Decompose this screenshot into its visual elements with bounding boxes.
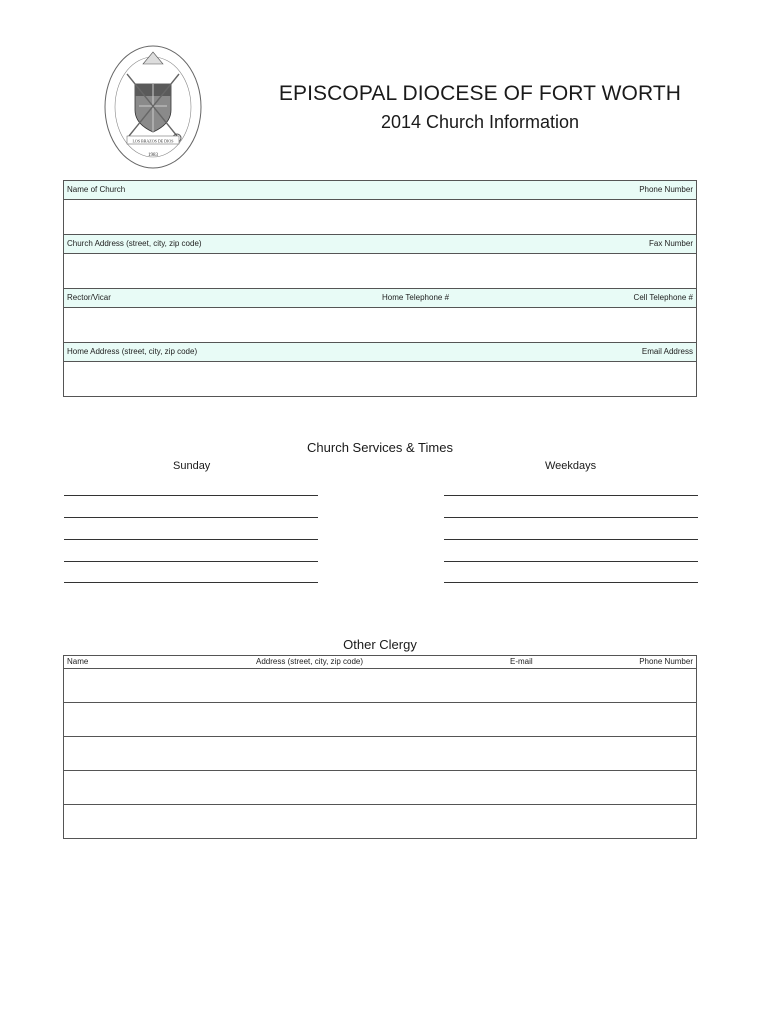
sunday-line[interactable] xyxy=(64,539,318,540)
weekday-line[interactable] xyxy=(444,561,698,562)
clergy-row[interactable] xyxy=(64,669,696,703)
clergy-header-row xyxy=(64,656,696,669)
clergy-phone-column: Phone Number xyxy=(639,657,693,666)
name-of-church-label: Name of Church xyxy=(67,185,126,194)
weekdays-heading: Weekdays xyxy=(545,460,597,472)
sunday-heading: Sunday xyxy=(173,460,211,472)
clergy-row[interactable] xyxy=(64,771,696,805)
clergy-email-column: E-mail xyxy=(510,657,533,666)
clergy-row[interactable] xyxy=(64,737,696,771)
other-clergy-title: Other Clergy xyxy=(343,637,417,652)
sunday-line[interactable] xyxy=(64,582,318,583)
sunday-line[interactable] xyxy=(64,517,318,518)
page-subtitle: 2014 Church Information xyxy=(380,112,580,132)
church-name-header-row xyxy=(64,181,696,200)
home-telephone-label: Home Telephone # xyxy=(382,293,450,302)
phone-number-label: Phone Number xyxy=(639,185,693,194)
fax-number-label: Fax Number xyxy=(648,239,693,248)
cell-telephone-label: Cell Telephone # xyxy=(633,293,693,302)
rector-header-row xyxy=(64,289,696,308)
other-clergy-table xyxy=(63,655,697,839)
svg-text:1983: 1983 xyxy=(148,153,158,158)
church-info-form xyxy=(63,180,697,397)
weekday-line[interactable] xyxy=(444,582,698,583)
church-address-field[interactable] xyxy=(64,254,696,289)
clergy-row[interactable] xyxy=(64,805,696,838)
weekday-line[interactable] xyxy=(444,539,698,540)
clergy-address-column: Address (street, city, zip code) xyxy=(256,657,363,666)
church-address-label: Church Address (street, city, zip code) xyxy=(67,239,202,248)
home-address-field[interactable] xyxy=(64,362,696,396)
home-address-header-row xyxy=(64,343,696,362)
email-address-label: Email Address xyxy=(641,347,693,356)
home-address-label: Home Address (street, city, zip code) xyxy=(67,347,198,356)
rector-field[interactable] xyxy=(64,308,696,343)
diocese-seal-logo xyxy=(103,44,203,170)
services-title: Church Services & Times xyxy=(307,440,453,455)
svg-text:LOS BRAZOS DE DIOS: LOS BRAZOS DE DIOS xyxy=(132,138,174,144)
church-name-field[interactable] xyxy=(64,200,696,235)
rector-vicar-label: Rector/Vicar xyxy=(67,293,111,302)
weekday-line[interactable] xyxy=(444,517,698,518)
sunday-line[interactable] xyxy=(64,495,318,496)
sunday-line[interactable] xyxy=(64,561,318,562)
church-address-header-row xyxy=(64,235,696,254)
page-title: EPISCOPAL DIOCESE OF FORT WORTH xyxy=(278,82,682,105)
clergy-name-column: Name xyxy=(67,657,89,666)
clergy-row[interactable] xyxy=(64,703,696,737)
weekday-line[interactable] xyxy=(444,495,698,496)
